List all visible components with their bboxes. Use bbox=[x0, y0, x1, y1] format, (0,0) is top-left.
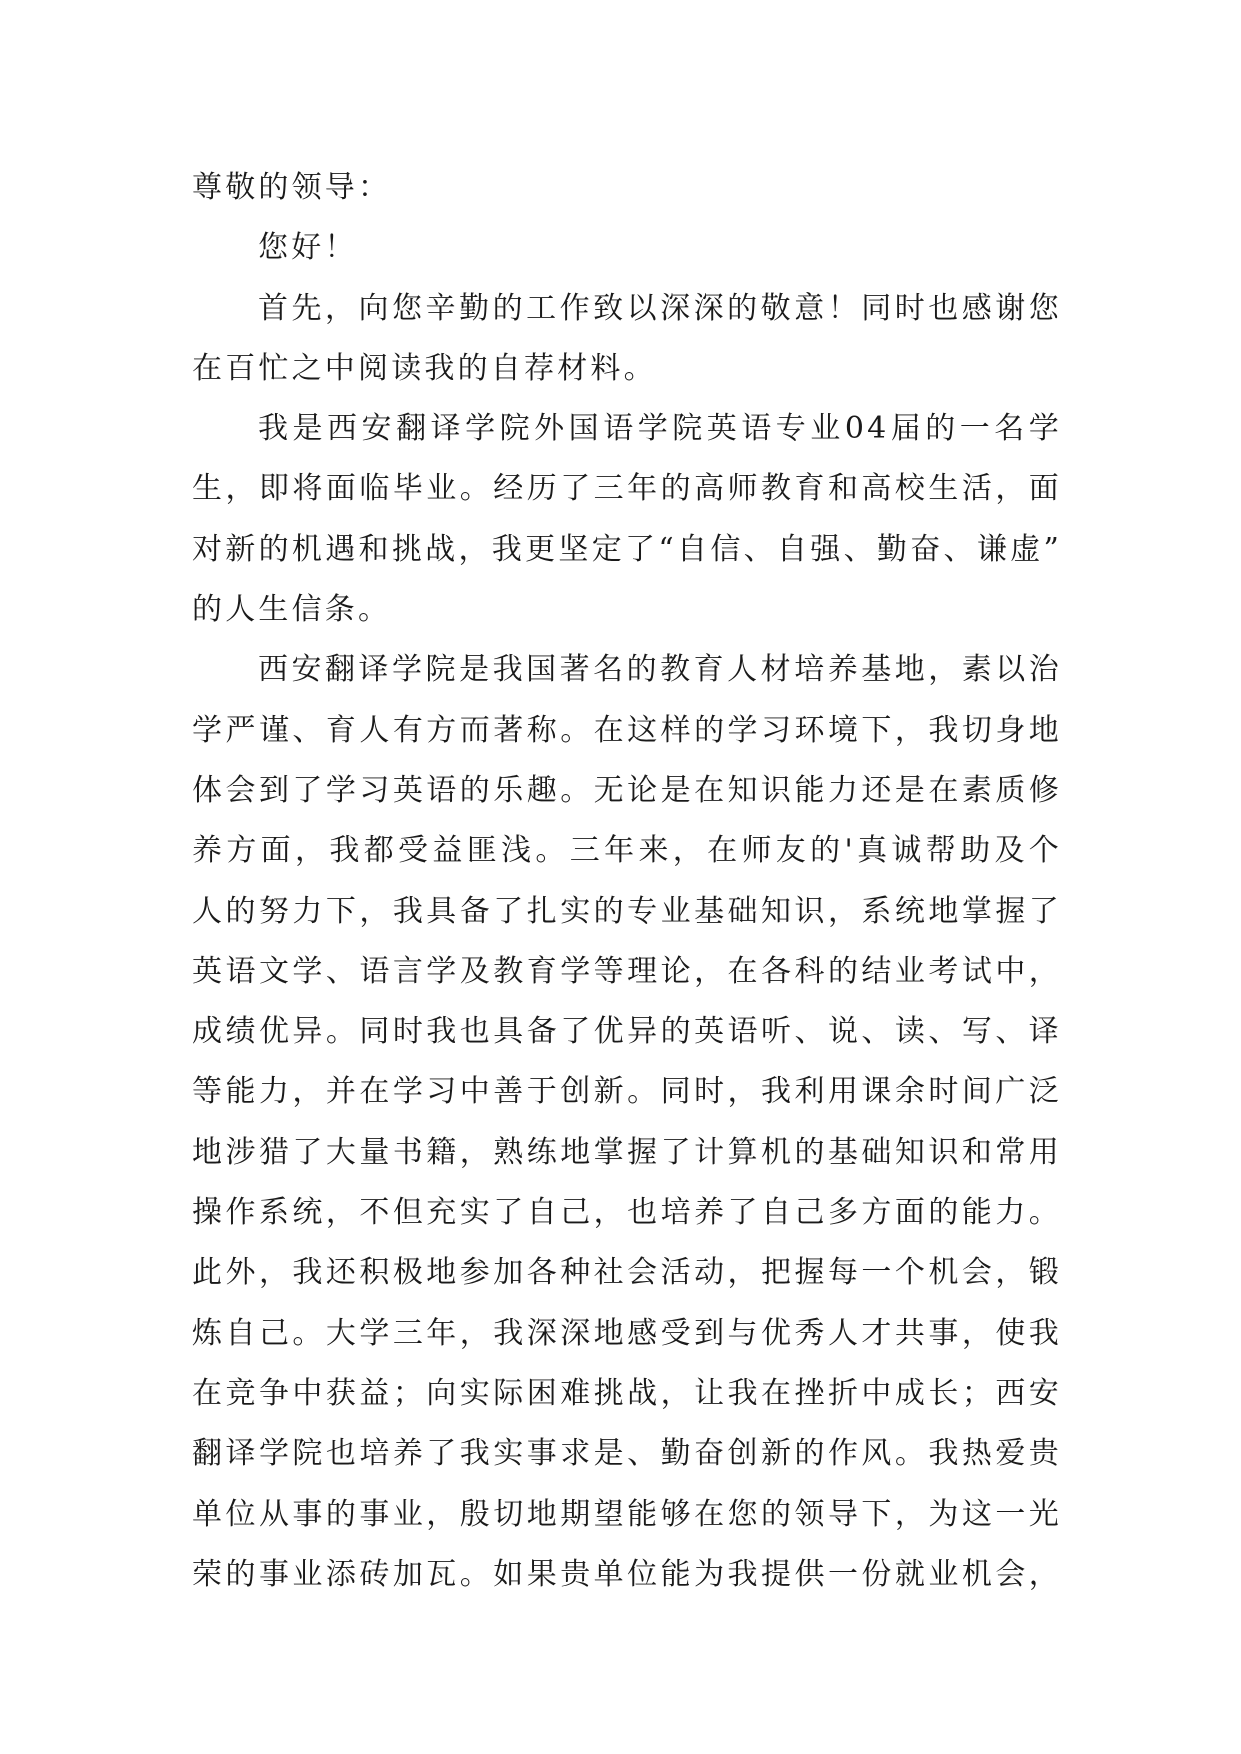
text-line: 我是西安翻译学院外国语学院英语专业04届的一名学 bbox=[258, 411, 1062, 447]
text-line: 养方面，我都受益匪浅。三年来，在师友的'真诚帮助及个 bbox=[192, 833, 1062, 869]
text-line: 荣的事业添砖加瓦。如果贵单位能为我提供一份就业机会， bbox=[192, 1556, 1062, 1592]
text-line: 单位从事的事业，殷切地期望能够在您的领导下，为这一光 bbox=[192, 1496, 1062, 1532]
text-line: 首先，向您辛勤的工作致以深深的敬意！同时也感谢您 bbox=[258, 290, 1062, 326]
text-line: 英语文学、语言学及教育学等理论，在各科的结业考试中， bbox=[192, 953, 1062, 989]
text-line: 在竞争中获益；向实际困难挑战，让我在挫折中成长；西安 bbox=[192, 1375, 1062, 1411]
text-line: 的人生信条。 bbox=[192, 592, 392, 628]
text-line: 地涉猎了大量书籍，熟练地掌握了计算机的基础知识和常用 bbox=[192, 1134, 1062, 1170]
text-line: 在百忙之中阅读我的自荐材料。 bbox=[192, 350, 657, 386]
letter-body bbox=[192, 158, 1062, 1605]
text-line: 等能力，并在学习中善于创新。同时，我利用课余时间广泛 bbox=[192, 1074, 1062, 1110]
text-line: 西安翻译学院是我国著名的教育人材培养基地，素以治 bbox=[258, 652, 1062, 688]
text-line: 学严谨、育人有方而著称。在这样的学习环境下，我切身地 bbox=[192, 712, 1062, 748]
text-line: 对新的机遇和挑战，我更坚定了“自信、自强、勤奋、谦虚” bbox=[192, 531, 1062, 567]
text-line: 人的努力下，我具备了扎实的专业基础知识，系统地掌握了 bbox=[192, 893, 1062, 929]
salutation: 尊敬的领导： bbox=[192, 170, 392, 205]
text-line: 炼自己。大学三年，我深深地感受到与优秀人才共事，使我 bbox=[192, 1315, 1062, 1351]
text-line: 您好！ bbox=[258, 230, 358, 266]
text-line: 生，即将面临毕业。经历了三年的高师教育和高校生活，面 bbox=[192, 471, 1062, 507]
text-line: 成绩优异。同时我也具备了优异的英语听、说、读、写、译 bbox=[192, 1014, 1062, 1050]
text-line: 此外，我还积极地参加各种社会活动，把握每一个机会，锻 bbox=[192, 1255, 1062, 1291]
text-line: 操作系统，不但充实了自己，也培养了自己多方面的能力。 bbox=[192, 1195, 1062, 1231]
text-line: 翻译学院也培养了我实事求是、勤奋创新的作风。我热爱贵 bbox=[192, 1436, 1062, 1472]
text-line: 体会到了学习英语的乐趣。无论是在知识能力还是在素质修 bbox=[192, 772, 1062, 808]
